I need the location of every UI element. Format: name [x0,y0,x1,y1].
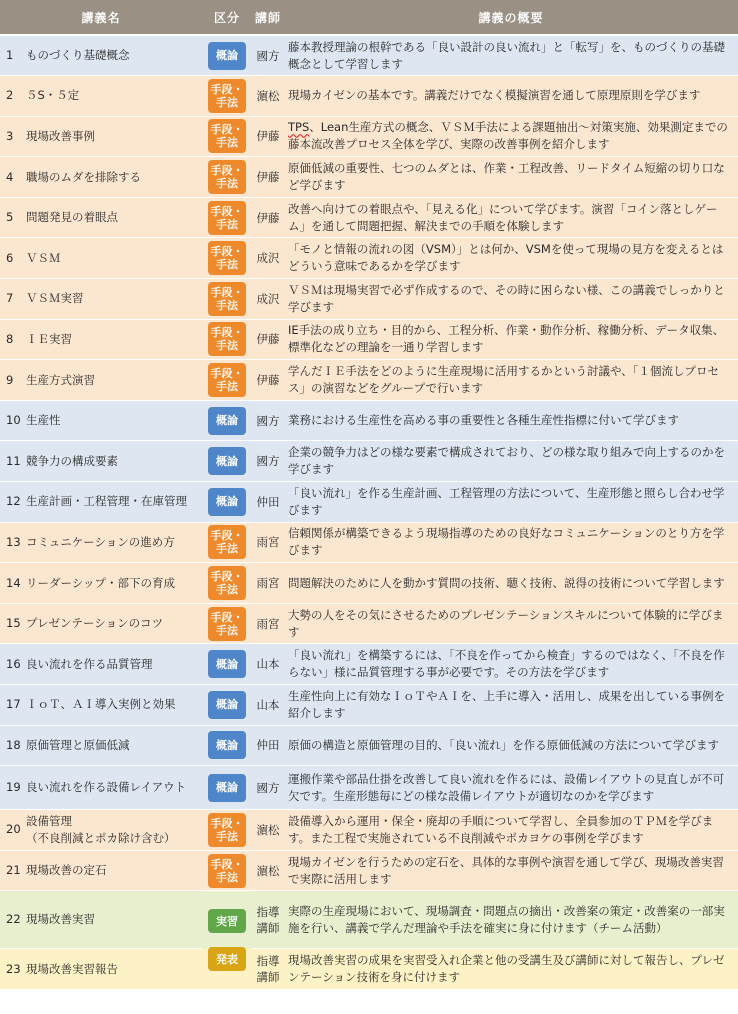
lecture-title: リーダーシップ・部下の育成 [20,563,202,604]
category-badge-method: 手段・ 手法 [208,322,246,356]
lecture-title: 生産計画・工程管理・在庫管理 [20,482,202,523]
category-badge-concept: 概論 [208,447,246,475]
instructor-name: 國方 [252,400,284,441]
lecture-summary: 「モノと情報の流れの図（VSM）」とは何か、VSMを使って現場の見方を変えるとはどういう意味であるかを学びます [284,238,738,279]
table-row [0,949,738,990]
lecture-title: 現場改善実習 [20,891,202,949]
instructor-name: 伊藤 [252,360,284,401]
category-badge-method: 手段・ 手法 [208,160,246,194]
row-number: 2 [0,76,20,117]
category-badge-method: 手段・ 手法 [208,813,246,847]
row-number: 21 [0,850,20,891]
table-row [0,116,738,157]
category-badge-concept: 概論 [208,488,246,516]
category-badge-method: 手段・ 手法 [208,566,246,600]
category-badge-method: 手段・ 手法 [208,363,246,397]
row-number: 10 [0,400,20,441]
lecture-summary: 問題解決のために人を動かす質問の技術、聴く技術、説得の技術について学習します [284,563,738,604]
lecture-title: ＩｏＴ、ＡＩ導入実例と効果 [20,685,202,726]
lecture-title: コミュニケーションの進め方 [20,522,202,563]
row-number: 19 [0,766,20,810]
lecture-summary: 設備導入から運用・保全・廃却の手順について学習し、全員参加のＴＰＭを学びます。また工程で実施されている不良削減やポカヨケの事例を学びます [284,810,738,851]
table-row [0,76,738,117]
table-row [0,810,738,851]
category-badge-method: 手段・ 手法 [208,607,246,641]
table-row [0,482,738,523]
lecture-summary: 現場改善実習の成果を実習受入れ企業と他の受講生及び講師に対して報告し、プレゼンテーション技術を身に付けます [284,949,738,990]
instructor-name: 仲田 [252,725,284,766]
category-badge-method: 手段・ 手法 [208,119,246,153]
lecture-summary: 「良い流れ」を構築するには、「不良を作ってから検査」するのではなく、「不良を作らない」様に品質管理する事が必要です。その方法を学びます [284,644,738,685]
instructor-name: 伊藤 [252,319,284,360]
header-title: 講義名 [0,0,202,35]
lecture-title: 問題発見の着眼点 [20,197,202,238]
lecture-summary: 現場カイゼンを行うための定石を、具体的な事例や演習を通して学び、現場改善実習で実際に活用します [284,850,738,891]
category-badge-concept: 概論 [208,42,246,70]
category-badge-present: 発表 [208,947,246,971]
category-badge-concept: 概論 [208,407,246,435]
category-badge-practice: 実習 [208,909,246,933]
table-row [0,35,738,76]
instructor-name: 山本 [252,644,284,685]
instructor-name: 濵松 [252,76,284,117]
lecture-summary: 信頼関係が構築できるよう現場指導のための良好なコミュニケーションのとり方を学びます [284,522,738,563]
lecture-summary: 大勢の人をその気にさせるためのプレゼンテーションスキルについて体験的に学びます [284,603,738,644]
table-row [0,360,738,401]
table-row [0,644,738,685]
lecture-title: 現場改善事例 [20,116,202,157]
lecture-summary: 原価の構造と原価管理の目的、「良い流れ」を作る原価低減の方法について学びます [284,725,738,766]
lecture-summary: 現場カイゼンの基本です。講義だけでなく模擬演習を通して原理原則を学びます [284,76,738,117]
table-row [0,400,738,441]
table-row [0,766,738,810]
lecture-title: 良い流れを作る設備レイアウト [20,766,202,810]
table-row [0,603,738,644]
row-number: 22 [0,891,20,949]
table-row [0,850,738,891]
row-number: 16 [0,644,20,685]
instructor-name: 成沢 [252,238,284,279]
row-number: 4 [0,157,20,198]
instructor-name: 指導 講師 [252,949,284,990]
lecture-title: 設備管理 （不良削減とポカ除け含む） [20,810,202,851]
instructor-name: 山本 [252,685,284,726]
table-row [0,157,738,198]
table-row [0,725,738,766]
instructor-name: 濵松 [252,850,284,891]
lecture-title: 現場改善の定石 [20,850,202,891]
lecture-title: ５S・５定 [20,76,202,117]
row-number: 8 [0,319,20,360]
header-instructor: 講師 [252,0,284,35]
table-row [0,197,738,238]
instructor-name: 成沢 [252,279,284,320]
table-row [0,522,738,563]
lecture-title: 職場のムダを排除する [20,157,202,198]
lecture-summary: 生産性向上に有効なＩｏＴやＡＩを、上手に導入・活用し、成果を出している事例を紹介します [284,685,738,726]
row-number: 15 [0,603,20,644]
instructor-name: 雨宮 [252,603,284,644]
lecture-summary: 実際の生産現場において、現場調査・問題点の摘出・改善案の策定・改善案の一部実施を行い、講義で学んだ理論や手法を確実に身に付けます（チーム活動） [284,891,738,949]
instructor-name: 伊藤 [252,116,284,157]
category-badge-method: 手段・ 手法 [208,854,246,888]
spellcheck-marked-text: TPS [288,120,310,135]
lecture-title: ＶＳＭ [20,238,202,279]
instructor-name: 雨宮 [252,522,284,563]
instructor-name: 國方 [252,766,284,810]
lecture-title: 原価管理と原価低減 [20,725,202,766]
lecture-title: ものづくり基礎概念 [20,35,202,76]
lecture-summary [284,116,738,157]
lecture-summary: IE手法の成り立ち・目的から、工程分析、作業・動作分析、稼働分析、データ収集、標準化などの理論を一通り学習します [284,319,738,360]
category-badge-method: 手段・ 手法 [208,79,246,113]
lecture-title: 良い流れを作る品質管理 [20,644,202,685]
lecture-title: ＩＥ実習 [20,319,202,360]
row-number: 7 [0,279,20,320]
row-number: 11 [0,441,20,482]
row-number: 12 [0,482,20,523]
instructor-name: 仲田 [252,482,284,523]
row-number: 20 [0,810,20,851]
category-badge-concept: 概論 [208,691,246,719]
row-number: 13 [0,522,20,563]
row-number: 23 [0,949,20,990]
header-summary: 講義の概要 [284,0,738,35]
table-row [0,319,738,360]
lecture-summary: 改善へ向けての着眼点や、「見える化」について学びます。演習「コイン落としゲーム」を通して問題把握、解決までの手順を体験します [284,197,738,238]
category-badge-method: 手段・ 手法 [208,241,246,275]
row-number: 9 [0,360,20,401]
lecture-summary: 企業の競争力はどの様な要素で構成されており、どの様な取り組みで向上するのかを学びます [284,441,738,482]
lecture-title: プレゼンテーションのコツ [20,603,202,644]
category-badge-method: 手段・ 手法 [208,525,246,559]
row-number: 6 [0,238,20,279]
lecture-summary: 運搬作業や部品仕掛を改善して良い流れを作るには、設備レイアウトの見直しが不可欠です。生産形態毎にどの様な設備レイアウトが適切なのかを学びます [284,766,738,810]
lecture-title: 生産方式演習 [20,360,202,401]
row-number: 18 [0,725,20,766]
table-row [0,279,738,320]
instructor-name: 伊藤 [252,157,284,198]
row-number: 14 [0,563,20,604]
lecture-title: 競争力の構成要素 [20,441,202,482]
category-badge-method: 手段・ 手法 [208,201,246,235]
lecture-title: ＶＳＭ実習 [20,279,202,320]
instructor-name: 指導 講師 [252,891,284,949]
table-row [0,685,738,726]
lecture-summary: 「良い流れ」を作る生産計画、工程管理の方法について、生産形態と照らし合わせ学びます [284,482,738,523]
row-number: 1 [0,35,20,76]
table-row [0,441,738,482]
lecture-summary: ＶＳＭは現場実習で必ず作成するので、その時に困らない様、この講義でしっかりと学びます [284,279,738,320]
row-number: 17 [0,685,20,726]
category-badge-concept: 概論 [208,774,246,802]
lecture-summary: 学んだＩＥ手法をどのように生産現場に活用するかという討議や、「１個流しプロセス」の演習などをグループで行います [284,360,738,401]
lecture-title: 現場改善実習報告 [20,949,202,990]
lecture-summary: 業務における生産性を高める事の重要性と各種生産性指標に付いて学びます [284,400,738,441]
header-category: 区分 [202,0,252,35]
table-row [0,563,738,604]
row-number: 3 [0,116,20,157]
instructor-name: 國方 [252,35,284,76]
table-row [0,238,738,279]
instructor-name: 雨宮 [252,563,284,604]
lecture-summary-text: 、Lean生産方式の概念、ＶＳＭ手法による課題抽出〜対策実施、効果測定までの藤本流改善プロセス全体を学び、実際の改善事例を紹介します [288,120,728,152]
lecture-title: 生産性 [20,400,202,441]
instructor-name: 伊藤 [252,197,284,238]
instructor-name: 國方 [252,441,284,482]
lecture-summary: 藤本教授理論の根幹である「良い設計の良い流れ」と「転写」を、ものづくりの基礎概念として学習します [284,35,738,76]
instructor-name: 濵松 [252,810,284,851]
row-number: 5 [0,197,20,238]
category-badge-stack [202,909,252,971]
table-row [0,891,738,949]
category-badge-concept: 概論 [208,650,246,678]
table-header-row [0,0,738,35]
category-badge-concept: 概論 [208,731,246,759]
category-badge-method: 手段・ 手法 [208,282,246,316]
lecture-summary: 原価低減の重要性、七つのムダとは、作業・工程改善、リードタイム短縮の切り口など学びます [284,157,738,198]
